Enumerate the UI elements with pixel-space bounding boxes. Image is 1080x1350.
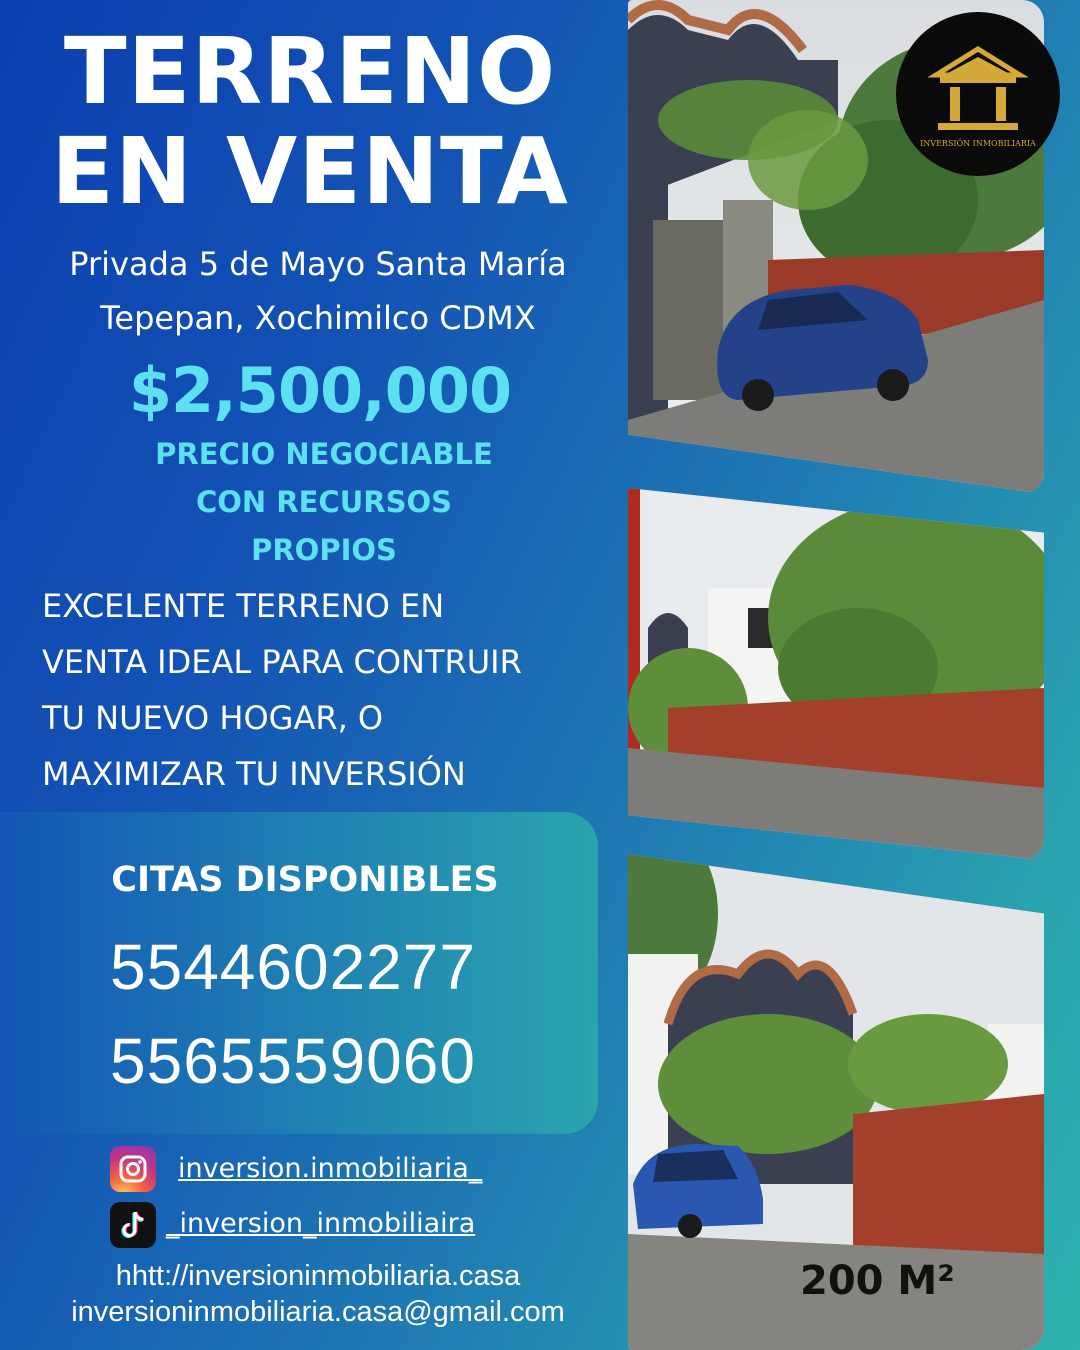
title-line-1: TERRENO xyxy=(63,18,557,125)
instagram-handle[interactable]: inversion.inmobiliaria_ xyxy=(178,1153,483,1184)
email-link[interactable]: inversioninmobiliaria.casa@gmail.com xyxy=(71,1296,565,1328)
description-line-1: EXCELENTE TERRENO EN xyxy=(42,587,445,625)
phone-number-1[interactable]: 5544602277 xyxy=(110,931,476,1003)
logo-text: INVERSIÓN INMOBILIARIA xyxy=(920,138,1036,148)
citas-heading: CITAS DISPONIBLES xyxy=(111,860,499,900)
description-line-2: VENTA IDEAL PARA CONTRUIR xyxy=(42,643,522,681)
property-photo-2 xyxy=(628,488,1044,860)
price: $2,500,000 xyxy=(128,354,512,427)
instagram-icon[interactable] xyxy=(110,1146,156,1192)
title-line-2: EN VENTA xyxy=(51,118,569,225)
temple-icon xyxy=(928,41,1028,137)
website-link[interactable]: hhtt://inversioninmobiliaria.casa xyxy=(115,1260,521,1292)
company-logo xyxy=(896,12,1060,176)
phone-number-2[interactable]: 5565559060 xyxy=(110,1025,476,1097)
address-line-1: Privada 5 de Mayo Santa María xyxy=(69,245,567,283)
negotiable-line-2: CON RECURSOS xyxy=(195,485,453,519)
negotiable-line-3: PROPIOS xyxy=(251,533,397,567)
tiktok-handle[interactable]: _inversion_inmobiliaira xyxy=(166,1208,476,1239)
description-line-3: TU NUEVO HOGAR, O xyxy=(42,699,384,737)
tiktok-icon[interactable] xyxy=(110,1202,156,1248)
description-line-4: MAXIMIZAR TU INVERSIÓN xyxy=(42,755,466,793)
address-line-2: Tepepan, Xochimilco CDMX xyxy=(100,299,536,337)
negotiable-line-1: PRECIO NEGOCIABLE xyxy=(155,437,493,471)
area-label: 200 M² xyxy=(800,1258,955,1304)
